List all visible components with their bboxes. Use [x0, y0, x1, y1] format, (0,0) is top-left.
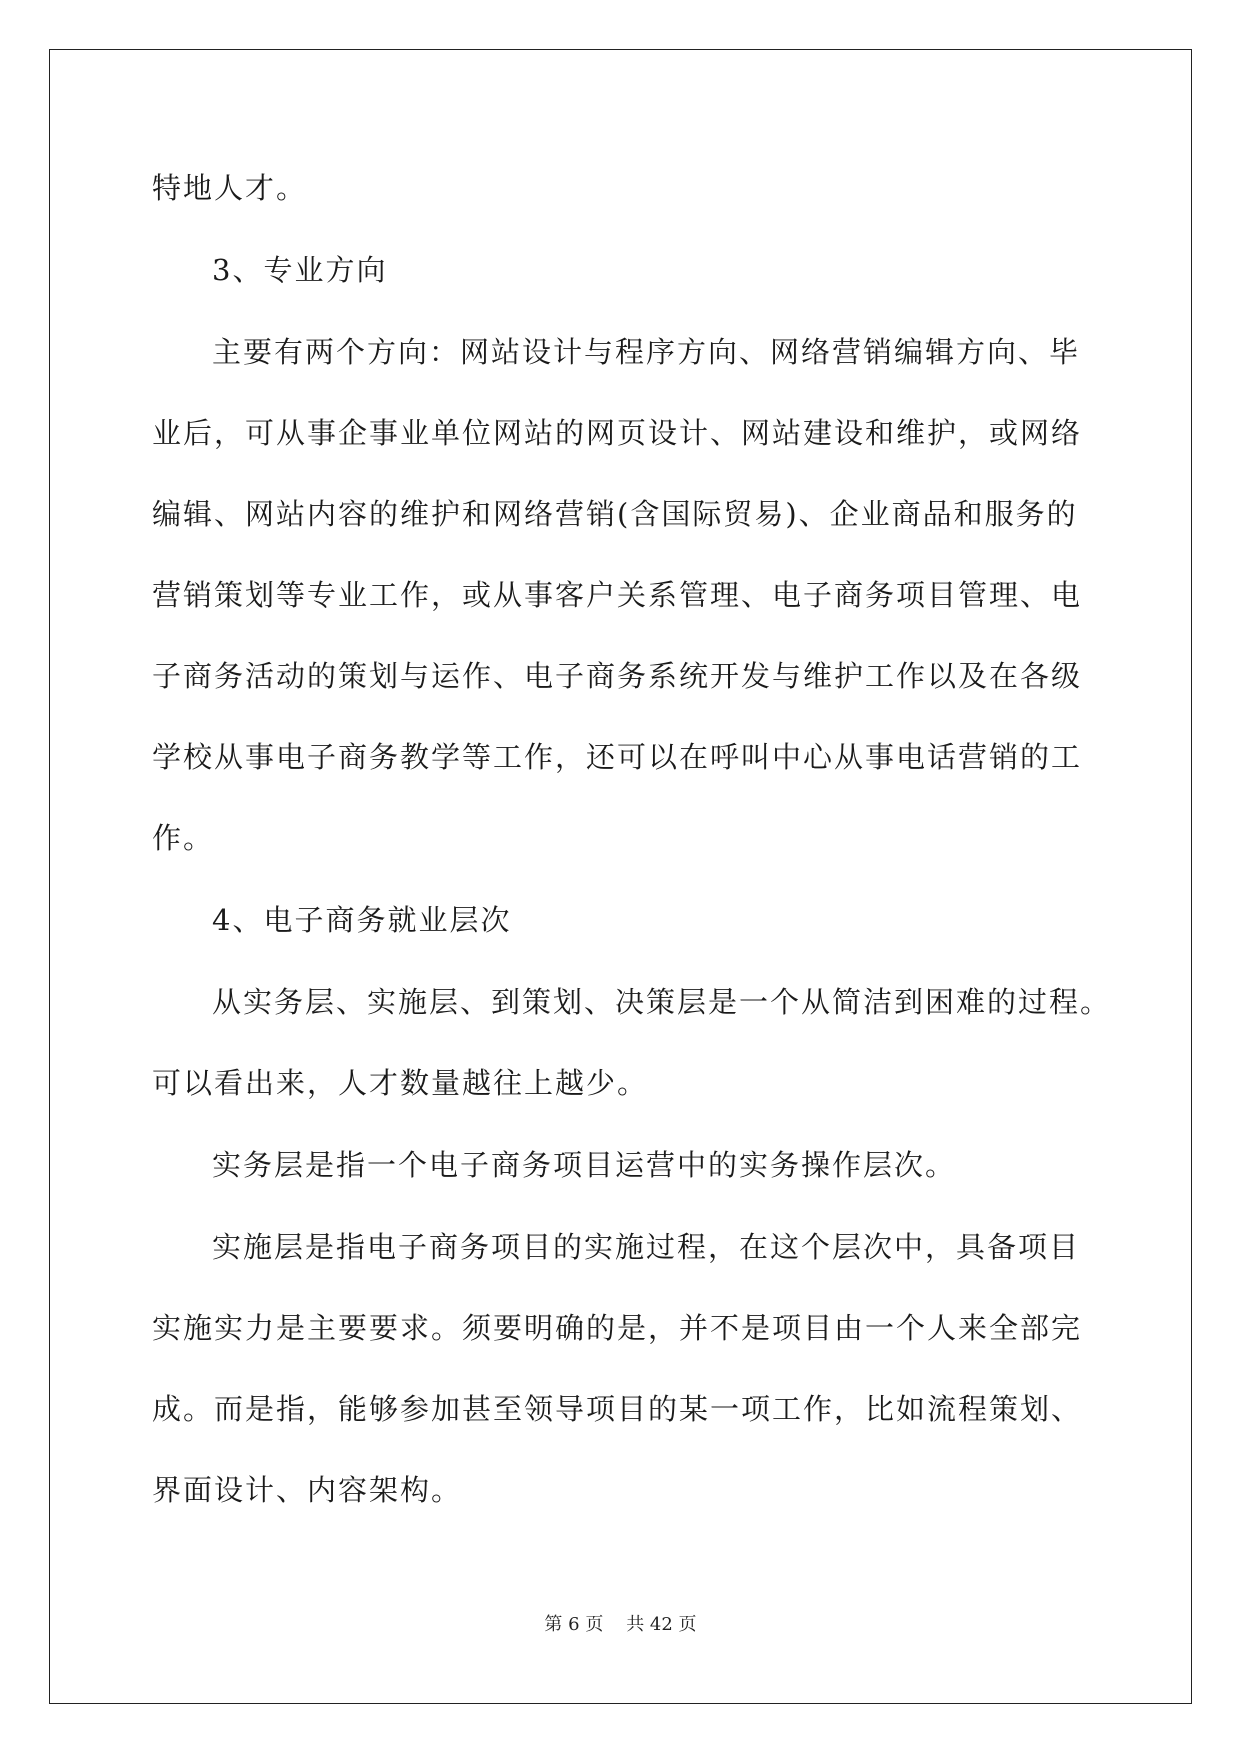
paragraph-line: 业后，可从事企事业单位网站的网页设计、网站建设和维护，或网络 — [152, 416, 1083, 450]
page-border — [49, 49, 1192, 1704]
section-heading: 4、电子商务就业层次 — [212, 903, 512, 937]
paragraph-line: 营销策划等专业工作，或从事客户关系管理、电子商务项目管理、电 — [152, 578, 1083, 612]
section-heading: 3、专业方向 — [212, 253, 388, 287]
paragraph-line: 特地人才。 — [152, 171, 308, 205]
paragraph-line: 子商务活动的策划与运作、电子商务系统开发与维护工作以及在各级 — [152, 659, 1083, 693]
paragraph-line: 主要有两个方向：网站设计与程序方向、网络营销编辑方向、毕 — [212, 335, 1081, 369]
paragraph-line: 可以看出来，人才数量越往上越少。 — [152, 1066, 649, 1100]
paragraph-line: 学校从事电子商务教学等工作，还可以在呼叫中心从事电话营销的工 — [152, 740, 1083, 774]
page-number-footer: 第 6 页 共 42 页 — [544, 1614, 697, 1635]
paragraph-line: 编辑、网站内容的维护和网络营销(含国际贸易)、企业商品和服务的 — [152, 497, 1078, 531]
paragraph-line: 作。 — [152, 821, 215, 855]
paragraph-line: 实施层是指电子商务项目的实施过程，在这个层次中，具备项目 — [212, 1230, 1081, 1264]
paragraph-line: 从实务层、实施层、到策划、决策层是一个从简洁到困难的过程。 — [212, 985, 1112, 1019]
paragraph-line: 实施实力是主要要求。须要明确的是，并不是项目由一个人来全部完 — [152, 1311, 1083, 1345]
paragraph-line: 界面设计、内容架构。 — [152, 1473, 463, 1507]
paragraph-line: 实务层是指一个电子商务项目运营中的实务操作层次。 — [212, 1148, 957, 1182]
paragraph-line: 成。而是指，能够参加甚至领导项目的某一项工作，比如流程策划、 — [152, 1392, 1083, 1426]
